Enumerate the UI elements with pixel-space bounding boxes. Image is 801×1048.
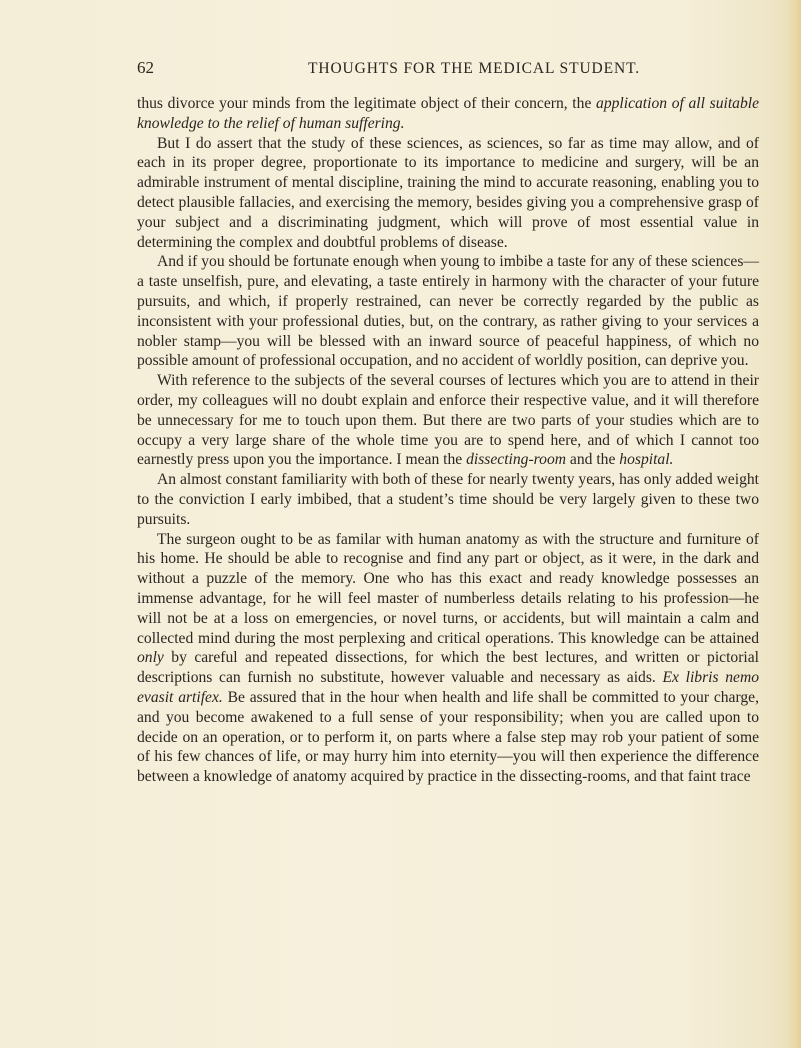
text-run: and the [566,451,620,469]
italic-text: Ex libris nemo evasit artifex. [137,669,760,706]
paragraph: But I do assert that the study of these sciences, as sciences, so far as time may allow, and of each in its proper degree, proportionate to its importance to medicine and surgery, will be an admirable instrument of mental discipline, training the mind to accurate reasoning, enabling you to detect plausible fallacies, and exercising the memory, besides giving you a comprehensive grasp of your subject and a discriminating judgment, which will prove of most essential value in determining the complex and doubtful problems of disease. [137,134,759,251]
text-run: The surgeon ought to be as familar with human anatomy as with the structure and furniture of his home. He should be able to recognise and find any part or object, as it were, in the dark and without a puzzle of the memory. One who has this exact and ready knowledge possesses an immense advantage, for he will feel master of numberless details relating to his profession—he will not be at a loss on emergencies, or novel turns, or accidents, but will maintain a calm and collected mind during the most perplexing and critical operations. This knowledge can be attained [137,530,759,647]
text-run: by careful and repeated dissections, for which the best lectures, and written or pictorial descriptions can furnish no substitute, however valuable and necessary as aids. [137,649,759,687]
page-number: 62 [137,58,154,77]
page-header [0,60,801,84]
italic-text: application of all suitable knowledge to the relief of human suffering. [137,95,760,132]
text-run: Be assured that in the hour when health and life shall be committed to your charge, and you become awakened to a full sense of your responsibility; when you are called upon to decide on an operation, or to perform it, on parts where a false step may rob your patient of some of his few chances of life, or may hurry him into eternity—you will then experience the difference between a knowledge of anatomy acquired by practice in the dissecting-rooms, and that faint trace [137,688,759,786]
text-run: With reference to the subjects of the several courses of lectures which you are to attend in their order, my colleagues will no doubt explain and enforce their respective value, and it will therefore be unnecessary for me to touch upon them. But there are two parts of your studies which are to occupy a very large share of the whole time you are to spend here, and of which I cannot too earnestly press upon you the importance. I mean the [137,372,759,469]
paragraph: And if you should be fortunate enough when young to imbibe a taste for any of these sciences—a taste unselfish, pure, and elevating, a taste entirely in harmony with the character of your future pursuits, and which, if properly restrained, can never be correctly regarded by the public as inconsistent with your professional duties, but, on the contrary, as rather giving to your services a nobler stamp—you will be blessed with an inward source of peaceful happiness, of which no possible amount of professional occupation, and no accident of worldly position, can deprive you. [137,253,759,370]
paragraph [137,371,759,470]
italic-text: only [137,649,164,667]
body-text [137,94,759,787]
paragraph: An almost constant familiarity with both of these for nearly twenty years, has only added weight to the conviction I early imbibed, that a student’s time should be very largely given to these two pursuits. [137,471,759,528]
page-edge-shadow [787,0,801,1048]
text-run: thus divorce your minds from the legitimate object of their concern, the [137,95,597,112]
paragraph [137,530,759,787]
italic-text: hospital. [619,451,674,469]
running-title: THOUGHTS FOR THE MEDICAL STUDENT. [308,60,641,77]
paragraph [137,94,759,134]
italic-text: dissecting-room [466,451,567,469]
